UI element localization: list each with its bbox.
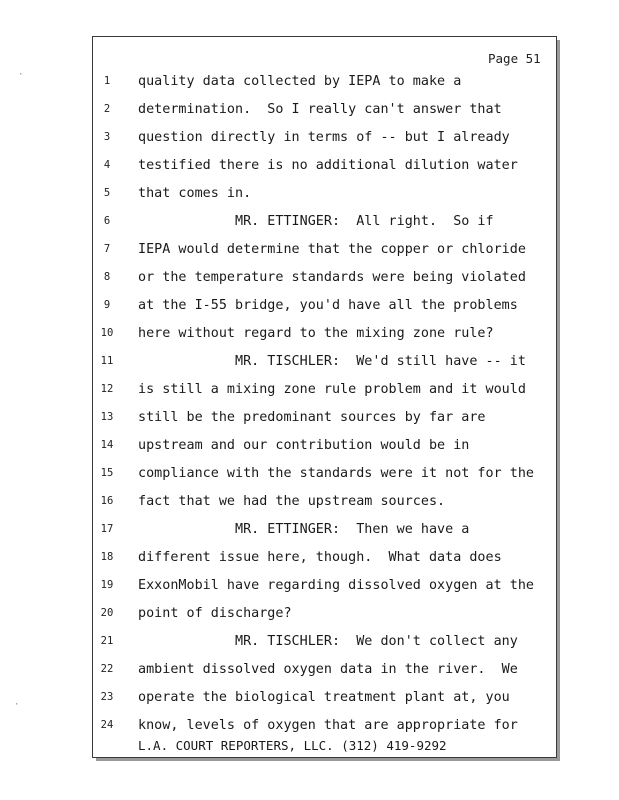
line-text: at the I-55 bridge, you'd have all the problems xyxy=(138,298,518,313)
scan-speck: · xyxy=(18,70,24,80)
line-number: 15 xyxy=(100,467,114,479)
transcript-line xyxy=(92,434,557,462)
line-text: different issue here, though. What data does xyxy=(138,550,502,565)
line-text: that comes in. xyxy=(138,186,252,201)
line-text: still be the predominant sources by far are xyxy=(138,410,486,425)
line-number: 13 xyxy=(100,411,114,423)
line-number: 10 xyxy=(100,327,114,339)
page-shadow-bottom xyxy=(96,758,560,761)
line-text: MR. TISCHLER: We'd still have -- it xyxy=(138,354,526,369)
transcript-line xyxy=(92,294,557,322)
transcript-line xyxy=(92,98,557,126)
line-text: point of discharge? xyxy=(138,606,292,621)
line-text: MR. ETTINGER: All right. So if xyxy=(138,214,494,229)
transcript-line xyxy=(92,630,557,658)
line-number: 22 xyxy=(100,663,114,675)
line-number: 23 xyxy=(100,691,114,703)
transcript-line xyxy=(92,322,557,350)
transcript-line xyxy=(92,350,557,378)
line-number: 3 xyxy=(103,131,111,143)
line-number: 17 xyxy=(100,523,114,535)
transcript-line xyxy=(92,490,557,518)
court-reporter-footer: L.A. COURT REPORTERS, LLC. (312) 419-9292 xyxy=(138,738,447,753)
line-number: 18 xyxy=(100,551,114,563)
transcript-line xyxy=(92,266,557,294)
transcript-line xyxy=(92,602,557,630)
line-text: here without regard to the mixing zone rule? xyxy=(138,326,494,341)
transcript-body xyxy=(92,70,557,742)
line-text: fact that we had the upstream sources. xyxy=(138,494,446,509)
line-number: 14 xyxy=(100,439,114,451)
transcript-line xyxy=(92,546,557,574)
page-number: Page 51 xyxy=(488,51,541,66)
transcript-line xyxy=(92,210,557,238)
line-number: 21 xyxy=(100,635,114,647)
line-number: 9 xyxy=(103,299,111,311)
line-number: 2 xyxy=(103,103,111,115)
line-text: MR. TISCHLER: We don't collect any xyxy=(138,634,518,649)
line-text: question directly in terms of -- but I already xyxy=(138,130,510,145)
line-number: 4 xyxy=(103,159,111,171)
line-text: ExxonMobil have regarding dissolved oxygen at the xyxy=(138,578,535,593)
line-number: 11 xyxy=(100,355,114,367)
line-number: 7 xyxy=(103,243,111,255)
transcript-line xyxy=(92,574,557,602)
line-text: ambient dissolved oxygen data in the river. We xyxy=(138,662,518,677)
line-text: operate the biological treatment plant at, you xyxy=(138,690,510,705)
line-number: 16 xyxy=(100,495,114,507)
transcript-line xyxy=(92,686,557,714)
line-number: 8 xyxy=(103,271,111,283)
transcript-line xyxy=(92,154,557,182)
line-text: determination. So I really can't answer that xyxy=(138,102,502,117)
line-text: compliance with the standards were it not for the xyxy=(138,466,535,481)
transcript-line xyxy=(92,238,557,266)
transcript-line xyxy=(92,378,557,406)
line-number: 24 xyxy=(100,719,114,731)
transcript-line xyxy=(92,70,557,98)
line-number: 1 xyxy=(103,75,111,87)
line-number: 12 xyxy=(100,383,114,395)
line-text: testified there is no additional dilution water xyxy=(138,158,518,173)
line-text: quality data collected by IEPA to make a xyxy=(138,74,462,89)
transcript-line xyxy=(92,658,557,686)
transcript-line xyxy=(92,182,557,210)
transcript-line xyxy=(92,518,557,546)
line-text: MR. ETTINGER: Then we have a xyxy=(138,522,470,537)
scan-speck: · xyxy=(14,700,20,710)
transcript-line xyxy=(92,126,557,154)
line-text: is still a mixing zone rule problem and it would xyxy=(138,382,526,397)
line-number: 6 xyxy=(103,215,111,227)
line-number: 19 xyxy=(100,579,114,591)
page-shadow-right xyxy=(557,40,560,760)
line-number: 5 xyxy=(103,187,111,199)
line-text: upstream and our contribution would be in xyxy=(138,438,470,453)
line-text: IEPA would determine that the copper or chloride xyxy=(138,242,526,257)
line-text: know, levels of oxygen that are appropriate for xyxy=(138,718,518,733)
transcript-line xyxy=(92,406,557,434)
transcript-line xyxy=(92,462,557,490)
line-number: 20 xyxy=(100,607,114,619)
line-text: or the temperature standards were being violated xyxy=(138,270,526,285)
